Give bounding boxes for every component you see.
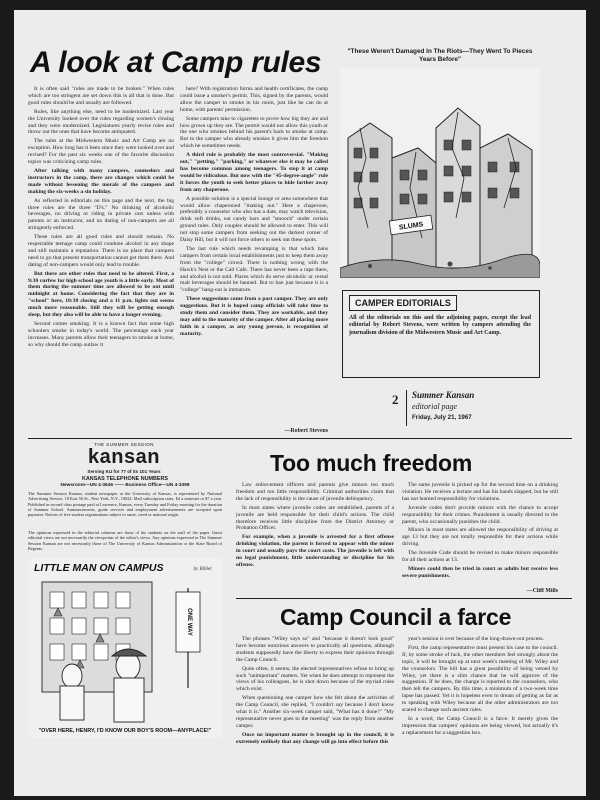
- masthead-phones-title: KANSAS TELEPHONE NUMBERS: [82, 476, 168, 482]
- paragraph: As reflected in editorials on this page and the next, the big three rules are the three "D's." No drinking of alcoholic beverages, no driving or riding in private cars unless with parents or an instructor, and no dating of non-campers are all stringently enforced.: [28, 197, 174, 232]
- section-name: editorial page: [412, 402, 458, 411]
- masthead-disclaimer: The opinions expressed in the editorial columns are those of the students on the staff of the paper. Guest editorial views are not necessarily the viewpoints of the editor's views. Any opinions expressed in The Summer Session Kansan are not necessarily those of The University of Kansas Administration or the State Board of Regents.: [28, 530, 222, 551]
- paragraph: here? With registration forms and health certificates, the camp could issue a smoker's permit. This, signed by the parents, would allow the camper to smoke in his room, just like he can do at home, with parents' permission.: [180, 86, 328, 113]
- council-headline: Camp Council a farce: [280, 604, 512, 630]
- lmoc-artist: by Bibler: [193, 567, 212, 572]
- masthead-tagline: Serving KU for 77 of its 101 Years: [87, 469, 161, 474]
- issue-date: Friday, July 21, 1967: [412, 414, 472, 421]
- masthead-info: The Summer Session Kansan, student newspaper at the University of Kansas, is represented by National Advertising Service, 18 East 50 St., New York, N.Y., 10022. Mail subscription rates: $4 a semester or $7 a year. Published in second class postage paid at Lawrence, Kansas, every Tuesday and Friday morning for the duration of Summer School. Announcements, guide services and employment advertisements are accepted upon payment. Notices of free student organizations subject to same, creed or national origin.: [28, 491, 222, 518]
- lmoc-title: LITTLE MAN ON CAMPUS: [34, 562, 164, 574]
- paragraph: Minors in most states are allowed the responsibility of driving at age 13 but they are not totally responsible for their actions while driving.: [402, 527, 558, 548]
- paragraph: The same juvenile is picked up for the second time on a drinking violation. He receives a lecture and has his hands slapped, but he still has not learned responsibility for violations.: [402, 482, 558, 502]
- camper-editorials-title: CAMPER EDITORIALS: [349, 295, 457, 311]
- paragraph: year's session is over because of the long-drawn-out process.: [408, 636, 544, 642]
- slums-sign-text: SLUMS: [398, 221, 424, 232]
- freedom-divider: [236, 598, 572, 599]
- folio-rule: [406, 390, 407, 426]
- paragraph: Second comes smoking. It is a known fact that some high schoolers smoke in today's world. The percentage each year increases. Many parents allow their teenagers to smoke at home, so why should the camp outlaw it: [28, 321, 174, 348]
- paragraph: But there are other rules that need to be altered. First, a 9:30 curfew for high school age youth is a little early. Most of them during the summer time are allowed to be out until midnight at home. Considering the fact that they are in "school" here, 10:30 closing and a 11 p.m. lights out seems much more reasonable. Still they will be getting enough sleep, but they also will be able to have a longer evening.: [28, 270, 174, 319]
- paragraph: When questioning one camper how she felt about the activities of the Camp Council, she replied, "I couldn't say because I don't know what it is." Another six-week camper said, "What has it done?" "My representative never goes to the meeting" was the reply from another camper.: [236, 695, 394, 729]
- council-col1: [236, 636, 394, 786]
- paragraph: Some campers take to cigarettes to prove how big they are and how grown up they are. The permit would not allow this youth or the one who smokes behind his parent's back to smoke at camp. But to the camper who already smokes it gives him the freedom which he sometimes needs.: [180, 115, 328, 150]
- paragraph: For example, when a juvenile is arrested for a first offense drinking violation, the parent is forced to appear with the minor in court and usually pays the court costs. The juvenile is left with no legal punishment, little understanding or discipline for his offense.: [236, 534, 394, 568]
- freedom-col1: [236, 482, 394, 586]
- little-man-on-campus-cartoon: [28, 558, 222, 738]
- paragraph: Once no important matter is brought up in the council, it is extremely unlikely that any change will go into effect before this: [236, 731, 394, 745]
- camper-editorials-text: All of the editorials on this and the adjoining pages, except the lead editorial by Robert Stevens, were written by campers attending the journalism division of the Midwestern Music and Art Camp.: [349, 315, 531, 336]
- paragraph: First, the camp representative must present his case to the council. If, by some stroke of luck, the other members feel strongly about the topic, it will be brought up at next week's meeting of Mr. Wiley and the counselors. The bill has a great possibility of being vetoed by Wiley, yet there is a slim chance that he will approve of the suggestion. If he does, the change is reported to the counselors, who then tell the campers. By this time, a minimum of a two-week time lapse has passed. Yet it is hopeless even to dream of getting as far as to speaking with Wiley because all the other administrators are too scared to change such ancient rules.: [402, 644, 558, 714]
- paragraph: A possible solution is a special lounge or area somewhere that would allow chaperoned "making out." Here a chaperone, preferably a counselor who also has a date, may watch television, drink soft drinks, eat candy bars and "smooch" under certain ground rules. Only couples should be allowed to enter. This will not stop some campers from seeking out the darkest corner of Daisy Hill, but it will not force others to seek out these spots.: [180, 195, 328, 244]
- newspaper-page: [14, 10, 586, 796]
- masthead-name: kansan: [88, 446, 160, 468]
- section-divider: [28, 438, 572, 439]
- paragraph: It is often said "rules are made to be broken." When rules which are too stringent are set down this is all that is done. But good rules should be and usually are followed.: [28, 86, 174, 106]
- riots-cartoon-caption: "These Weren't Damaged In The Riots—They Went To Pieces Years Before": [347, 48, 533, 63]
- paragraph: A third rule is probably the most controversial. "Making out," "petting," "parking," or whatever else it may be called has become common among teenagers. To stop it at camp would be ridiculous. But now with the "45-degree-angle" rule it forces the youth to seek better places to hide farther away from any chaperone.: [180, 152, 328, 193]
- freedom-byline: —Cliff Mills: [526, 588, 558, 594]
- paragraph: The rules at the Midwestern Music and Art Camp are no exception. How long has it been since they were looked over and revised? For the past six weeks one of the favorite discussion topics was criticizing camp rules.: [28, 138, 174, 166]
- camp-rules-byline: —Robert Stevens: [284, 428, 328, 434]
- paragraph: Minors could then be tried in court as adults but receive less severe punishments.: [402, 565, 558, 579]
- council-col2: [402, 636, 558, 786]
- paragraph: These rules are all good rules and should remain. No respectable teenage camp could condone alcohol in any shape and still maintain a reputation. There is no place that campers need to go that present transportation cannot get them there. And dating of non-campers would only lead to trouble.: [28, 234, 174, 268]
- paragraph: The Juvenile Code should be revised to make minors responsible for all their actions at 13.: [402, 550, 558, 564]
- freedom-col2: [402, 482, 558, 586]
- paragraph: In most states where juvenile codes are established, parents of a juvenile are held responsible for their child's actions. The child therefore receives little discipline from the District Attorney or Probation Officer.: [236, 504, 394, 532]
- paragraph: The last rule which needs revamping is that which bans campers from certain local establishments just to keep them away from the "college" crowd. There is nothing wrong with the Hawk's Nest or the Call Cafe. There has never been a rape there, and alcohol is not sold. Places which do serve alcoholic or cereal malt beverages should be banned. But to ban just because it is a "college" hang-out is immature.: [180, 245, 328, 294]
- paragraph: The phrases "Wiley says so" and "because it doesn't look good" have become notorious answers to practically all questions, although students supposedly have the liberty to express their opinions through the Camp Council.: [236, 636, 394, 663]
- camp-rules-col1: [28, 86, 174, 428]
- paragraph: These suggestions come from a past camper. They are only suggestions. But it is hoped camp officials will take time to study them and consider them. They are workable, and they may add to the maturity of the camper. After all placing more faith in a camper, as any young person, is recognition of maturity.: [180, 296, 328, 337]
- paper-name: Summer Kansan: [412, 390, 475, 400]
- page-number: 2: [392, 392, 399, 407]
- one-way-sign-text: ONE WAY: [186, 608, 192, 636]
- paragraph: Quite often, it seems, the elected representatives refuse to bring up such "unimportant" matters. Yet when he does attempt to represent the views of his colleagues, he is shot down because of the myriad rules which exist.: [236, 665, 394, 693]
- camp-rules-headline: A look at Camp rules: [30, 46, 322, 79]
- camp-rules-col2: [180, 86, 328, 426]
- lmoc-caption: "OVER HERE, HENRY, I'D KNOW OUR BOY'S ROOM—ANYPLACE!": [38, 728, 212, 734]
- freedom-headline: Too much freedom: [270, 450, 473, 476]
- paragraph: In a word, the Camp Council is a farce. It merely gives the impression that campers' opinions are being viewed, but actually it's a replacement for a suggestion box.: [402, 715, 558, 736]
- paragraph: Law enforcement officers and parents give minors too much freedom and too little responsibility. Criminal authorities claim that the lack of responsibility is the cause of juvenile delinquency.: [236, 482, 394, 502]
- masthead-phones: Newsroom—UN 4-3646 —— Business Office—UN 4-3398: [60, 483, 190, 488]
- paragraph: Juvenile codes don't provide minors with the chance to accept responsibility for their crimes. Punishment is usually directed to the parent, who occasionally punishes the child.: [402, 504, 558, 525]
- paragraph: Rules, like anything else, need to be modernized. Last year the University looked over the rules regarding women's closing and they were modernized. Legislatures yearly revise rules and throw out the ones that have become antiquated.: [28, 108, 174, 136]
- riots-cartoon-illustration: [340, 68, 540, 278]
- masthead-session: THE SUMMER SESSION: [94, 442, 154, 447]
- camper-editorials-box: [342, 290, 540, 378]
- paragraph: After talking with many campers, counselors and instructors in the camp, there are changes which could be made without lessening the morals of the campers and making the six-weeks a sin holiday.: [28, 167, 174, 195]
